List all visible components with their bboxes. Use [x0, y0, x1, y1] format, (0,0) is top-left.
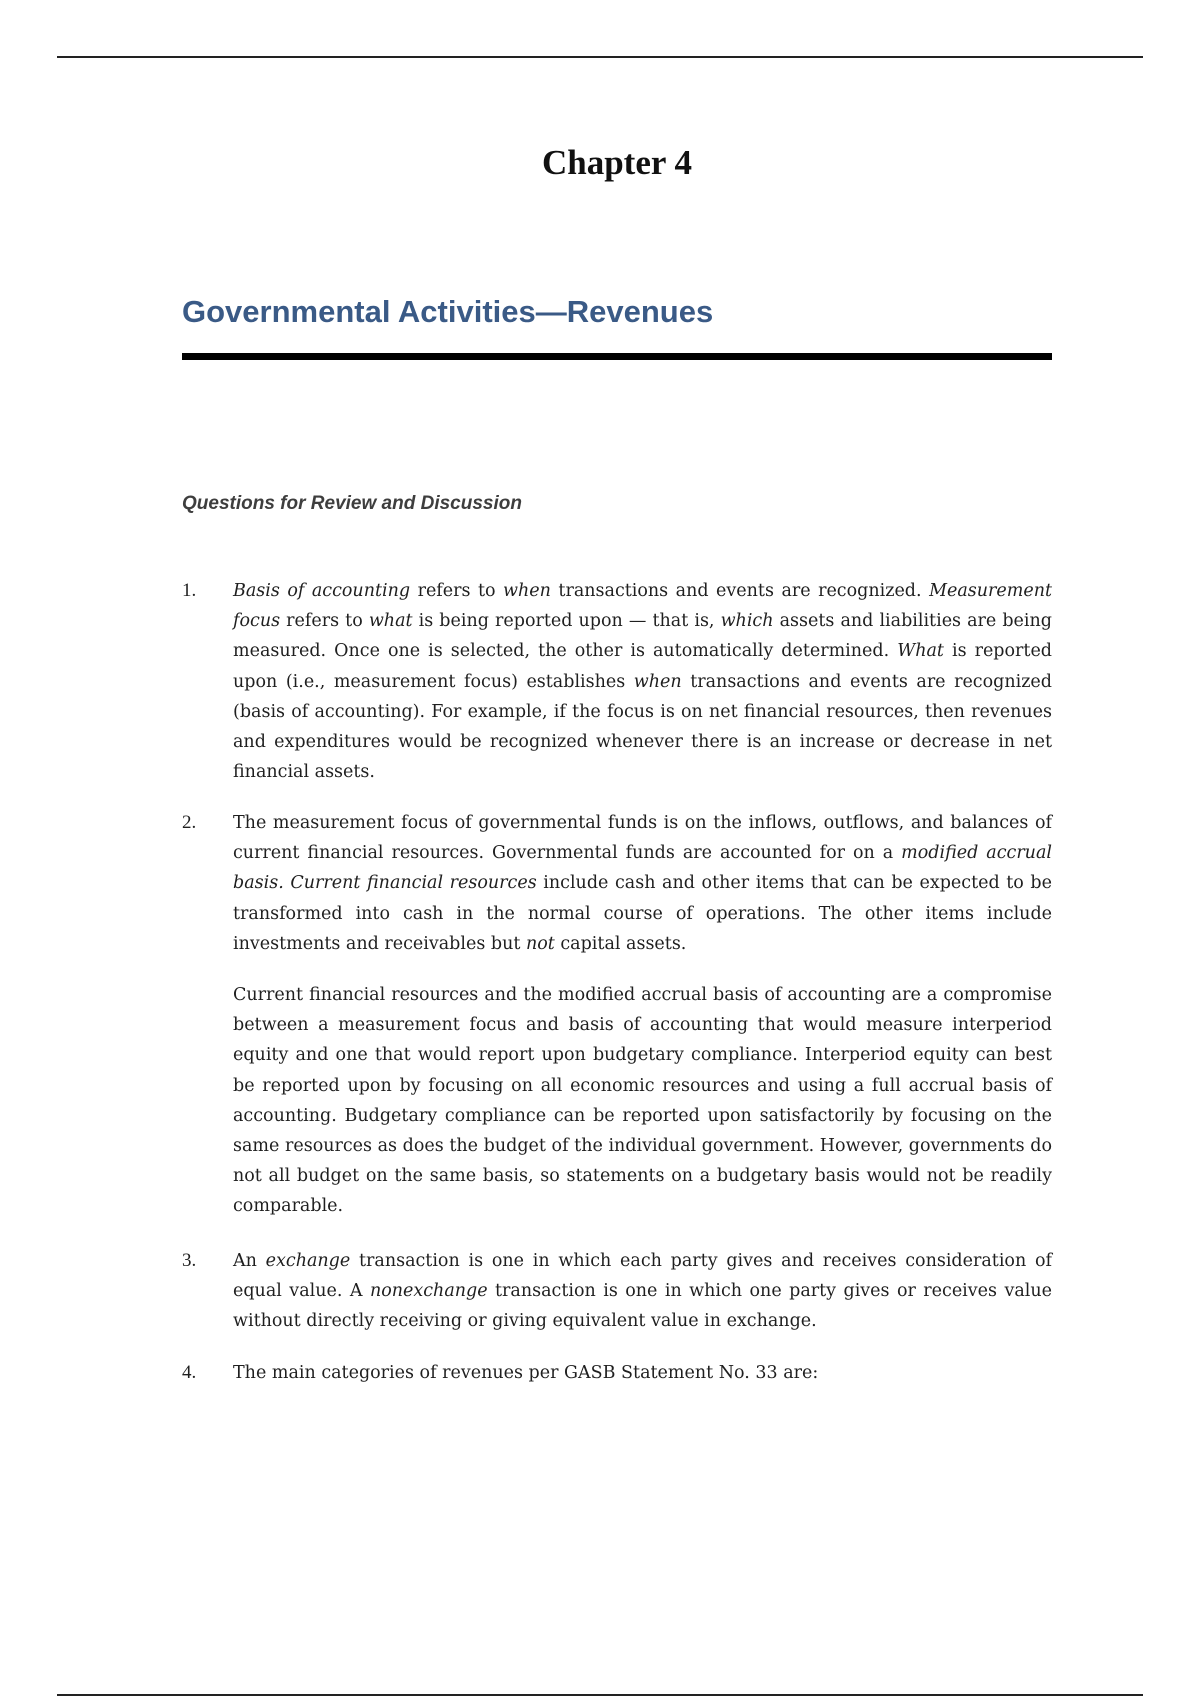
- question-item: [182, 1246, 1052, 1337]
- header-rule: [57, 56, 1143, 58]
- item-paragraph: The main categories of revenues per GASB Statement No. 33 are:: [233, 1363, 819, 1383]
- emphasis-text: what: [368, 611, 413, 632]
- emphasis-text: exchange: [265, 1251, 351, 1271]
- emphasis-text: when: [503, 581, 551, 601]
- emphasis-text: when: [633, 671, 682, 692]
- section-title: Governmental Activities—Revenues: [182, 294, 714, 329]
- emphasis-text: not: [525, 933, 555, 954]
- item-paragraph: An exchange transaction is one in which each party gives and receives consideration of equal value. A nonexchange transaction is one in which one party gives or receives value without directly receiving or giving equivalent value in exchange.: [233, 1251, 1052, 1332]
- item-number: 4.: [182, 1362, 197, 1383]
- item-number: 3.: [182, 1250, 197, 1271]
- emphasis-text: Measurement focus: [233, 581, 1052, 632]
- item-number: 1.: [182, 580, 197, 601]
- footer-rule: [57, 1694, 1143, 1696]
- emphasis-text: Basis of accounting: [233, 581, 411, 601]
- question-item: [182, 1358, 1052, 1388]
- emphasis-text: modified accrual basis. Current financial resources: [233, 843, 1052, 894]
- item-paragraph: Current financial resources and the modified accrual basis of accounting are a compromise between a measurement focus and basis of accounting that would measure interperiod equity and one that would report upon budgetary compliance. Interperiod equity can best be reported upon by focusing on all economic resources and using a full accrual basis of accounting. Budgetary compliance can be reported upon satisfactorily by focusing on the same resources as does the budget of the individual government. However, governments do not all budget on the same basis, so statements on a budgetary basis would not be readily comparable.: [233, 985, 1052, 1217]
- question-item: [182, 576, 1052, 787]
- emphasis-text: which: [720, 611, 774, 632]
- question-item: [182, 808, 1052, 1222]
- item-number: 2.: [182, 812, 197, 833]
- questions-subheading: Questions for Review and Discussion: [182, 493, 522, 514]
- section-title-underline: [182, 353, 1052, 360]
- emphasis-text: What: [897, 641, 944, 662]
- item-paragraph: Basis of accounting refers to when transactions and events are recognized. Measurement focus refers to what is being reported upon — that is, which assets and liabilities are being measured. Once one is selected, the other is automatically determined. What is reported upon (i.e., measurement focus) establishes when transactions and events are recognized (basis of accounting). For example, if the focus is on net financial resources, then revenues and expenditures would be recognized whenever there is an increase or decrease in net financial assets.: [233, 581, 1053, 783]
- chapter-title: Chapter 4: [541, 143, 693, 182]
- emphasis-text: nonexchange: [369, 1281, 488, 1302]
- item-paragraph: The measurement focus of governmental funds is on the inflows, outflows, and balances of current financial resources. Governmental funds are accounted for on a modified accrual basis. Current financial resources include cash and other items that can be expected to be transformed into cash in the normal course of operations. The other items include investments and receivables but not capital assets.: [233, 813, 1052, 954]
